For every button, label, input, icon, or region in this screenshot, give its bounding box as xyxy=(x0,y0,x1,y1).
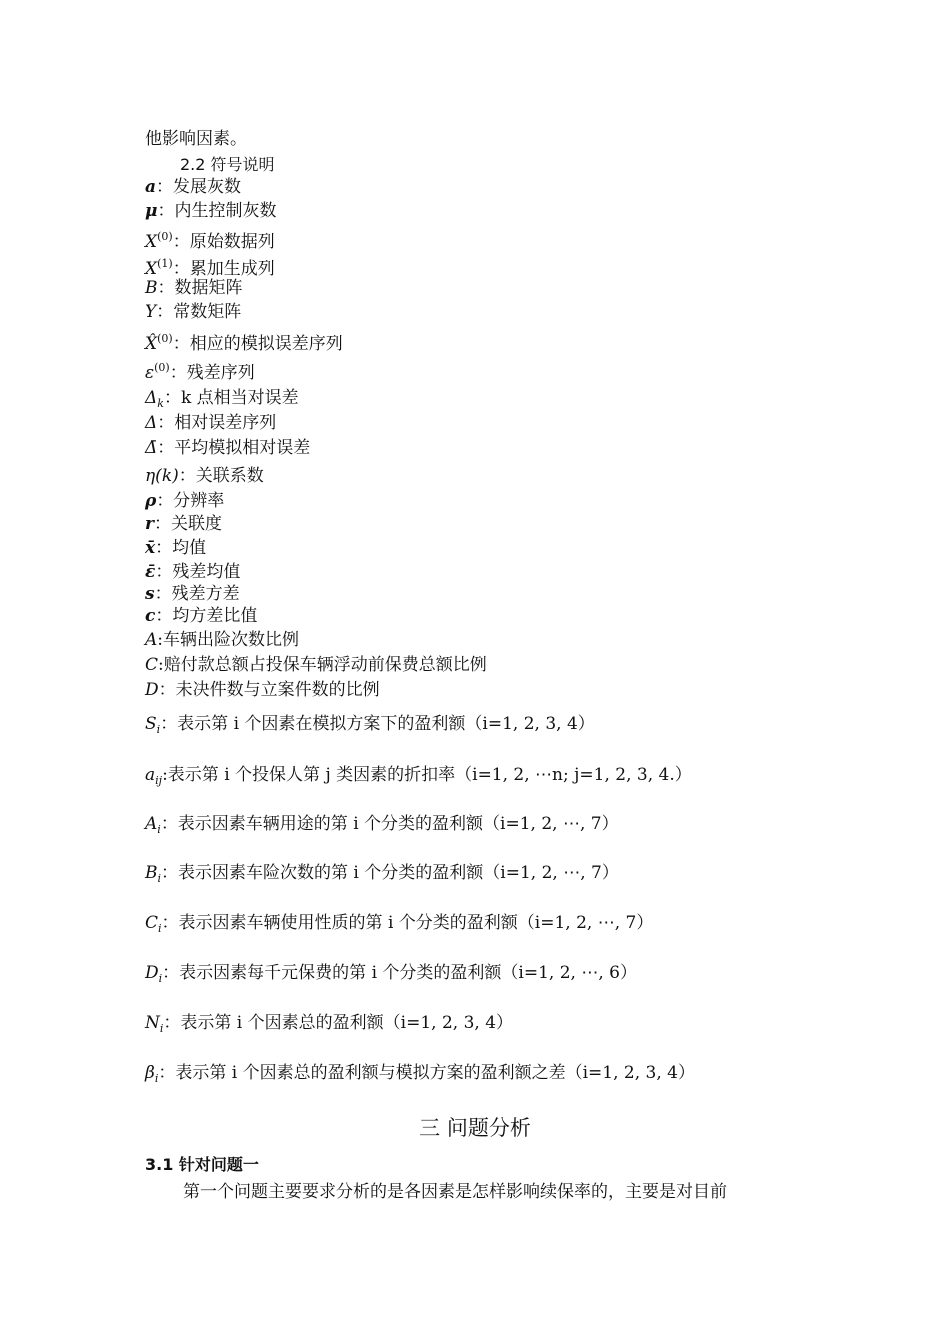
symbol: B xyxy=(145,278,158,298)
definition-desc: ：表示因素车辆用途的第 i 个分类的盈利额（i=1, 2, ⋯, 7） xyxy=(160,814,619,834)
definition-symbol: C xyxy=(145,913,159,933)
symbol-desc: ：发展灰数 xyxy=(156,177,242,197)
symbol: X xyxy=(145,259,158,279)
definition-symbol: β xyxy=(145,1063,155,1083)
symbol-desc: ：原始数据列 xyxy=(172,232,275,252)
symbol-desc: ：残差序列 xyxy=(169,363,255,383)
symbol-row xyxy=(145,176,241,198)
definition-desc: ：表示因素每千元保费的第 i 个分类的盈利额（i=1, 2, ⋯, 6） xyxy=(162,963,637,983)
definition-symbol: a xyxy=(145,765,156,785)
symbol-desc: ：残差均值 xyxy=(155,562,241,582)
definition-row xyxy=(145,862,619,890)
symbol-desc: ：残差方差 xyxy=(154,584,240,604)
definition-row xyxy=(145,764,692,792)
symbol: C xyxy=(145,655,159,675)
symbol-row xyxy=(145,277,243,299)
symbol-row xyxy=(145,561,240,583)
symbol: Δ xyxy=(145,413,158,433)
symbol-row xyxy=(145,357,255,384)
symbol-desc: ：关联度 xyxy=(153,514,222,534)
symbol-desc: :赔付款总额占投保车辆浮动前保费总额比例 xyxy=(158,655,487,675)
definition-row xyxy=(145,912,653,940)
symbol: μ xyxy=(145,201,158,221)
symbol-desc: :车辆出险次数比例 xyxy=(157,630,300,650)
symbol: s xyxy=(145,584,155,604)
symbol-desc: ：数据矩阵 xyxy=(157,278,243,298)
symbol: Δ̄ xyxy=(145,438,158,458)
definition-symbol: A xyxy=(145,814,158,834)
symbol-row xyxy=(145,301,241,323)
symbol-row xyxy=(145,679,380,701)
definition-desc: ：表示第 i 个因素总的盈利额与模拟方案的盈利额之差（i=1, 2, 3, 4） xyxy=(158,1063,695,1083)
symbol-desc: ：k 点相当对误差 xyxy=(163,388,299,408)
subsection-title: 3.1 针对问题一 xyxy=(145,1155,259,1174)
symbol-row xyxy=(145,537,206,559)
symbol-row xyxy=(145,412,276,434)
symbol-superscript: (0) xyxy=(157,332,173,345)
definition-subscript: i xyxy=(159,1022,164,1035)
definition-row xyxy=(145,962,637,990)
symbol: X xyxy=(145,232,158,252)
definition-row xyxy=(145,813,619,841)
symbol-desc: ：内生控制灰数 xyxy=(157,201,277,221)
symbol-desc: ：未决件数与立案件数的比例 xyxy=(158,680,380,700)
symbol: a xyxy=(145,177,157,197)
symbol: η(k) xyxy=(145,466,179,486)
symbol-desc: ：平均模拟相对误差 xyxy=(157,438,311,458)
section-heading: 2.2 符号说明 xyxy=(180,155,275,174)
definition-symbol: D xyxy=(145,963,159,983)
definition-subscript: ij xyxy=(155,774,163,787)
symbol-row xyxy=(145,605,257,627)
symbol-desc: ：相应的模拟误差序列 xyxy=(172,334,343,354)
definition-row xyxy=(145,1062,695,1090)
definition-desc: ：表示第 i 个因素总的盈利额（i=1, 2, 3, 4） xyxy=(163,1013,514,1033)
definition-subscript: i xyxy=(158,972,163,985)
symbol-subscript: k xyxy=(157,397,164,410)
symbol: Y xyxy=(145,302,157,322)
symbol-row xyxy=(145,200,276,222)
symbol-superscript: (0) xyxy=(154,361,170,374)
symbol-desc: ：相对误差序列 xyxy=(157,413,277,433)
body-paragraph: 第一个问题主要要求分析的是各因素是怎样影响续保率的，主要是对目前 xyxy=(183,1182,727,1202)
symbol-row xyxy=(145,513,222,535)
definition-symbol: S xyxy=(145,714,157,734)
symbol-row xyxy=(145,583,240,605)
symbol: ε xyxy=(145,363,155,383)
symbol: A xyxy=(145,630,158,650)
continuation-text: 他影响因素。 xyxy=(145,129,247,149)
definition-desc: ：表示因素车辆使用性质的第 i 个分类的盈利额（i=1, 2, ⋯, 7） xyxy=(161,913,654,933)
symbol: r xyxy=(145,514,154,534)
symbol: X̂ xyxy=(145,334,158,354)
symbol-row xyxy=(145,328,343,355)
symbol: D xyxy=(145,680,159,700)
symbol-desc: ：分辨率 xyxy=(156,491,225,511)
definition-row xyxy=(145,1012,513,1040)
definition-subscript: i xyxy=(157,823,161,836)
symbol-row xyxy=(145,387,299,415)
symbol-row xyxy=(145,629,299,651)
symbol-row xyxy=(145,437,310,459)
definition-subscript: i xyxy=(156,723,161,736)
symbol: ε̄ xyxy=(145,562,156,582)
symbol-superscript: (0) xyxy=(157,230,173,243)
symbol-desc: ：累加生成列 xyxy=(172,259,275,279)
symbol-desc: ：均方差比值 xyxy=(155,606,258,626)
symbol-desc: ：关联系数 xyxy=(178,466,264,486)
symbol: ρ xyxy=(145,491,157,511)
definition-desc: ：表示因素车险次数的第 i 个分类的盈利额（i=1, 2, ⋯, 7） xyxy=(161,863,619,883)
definition-desc: :表示第 i 个投保人第 j 类因素的折扣率（i=1, 2, ⋯n; j=1, 2, 3, 4.） xyxy=(162,765,692,785)
symbol-desc: ：常数矩阵 xyxy=(156,302,242,322)
symbol-row xyxy=(145,465,264,487)
definition-symbol: B xyxy=(145,863,158,883)
symbol-desc: ：均值 xyxy=(155,538,207,558)
symbol-row xyxy=(145,226,275,253)
symbol-row xyxy=(145,490,224,512)
definition-symbol: N xyxy=(145,1013,160,1033)
symbol-row xyxy=(145,253,275,280)
symbol: c xyxy=(145,606,156,626)
symbol: x̄ xyxy=(145,538,156,558)
definition-subscript: i xyxy=(154,1072,159,1085)
definition-desc: ：表示第 i 个因素在模拟方案下的盈利额（i=1, 2, 3, 4） xyxy=(160,714,595,734)
definition-subscript: i xyxy=(157,872,162,885)
symbol: Δ xyxy=(145,388,158,408)
chapter-title: 三 问题分析 xyxy=(419,1116,531,1140)
definition-row xyxy=(145,713,595,741)
symbol-row xyxy=(145,654,487,676)
symbol-superscript: (1) xyxy=(157,257,173,270)
definition-subscript: i xyxy=(158,922,162,935)
